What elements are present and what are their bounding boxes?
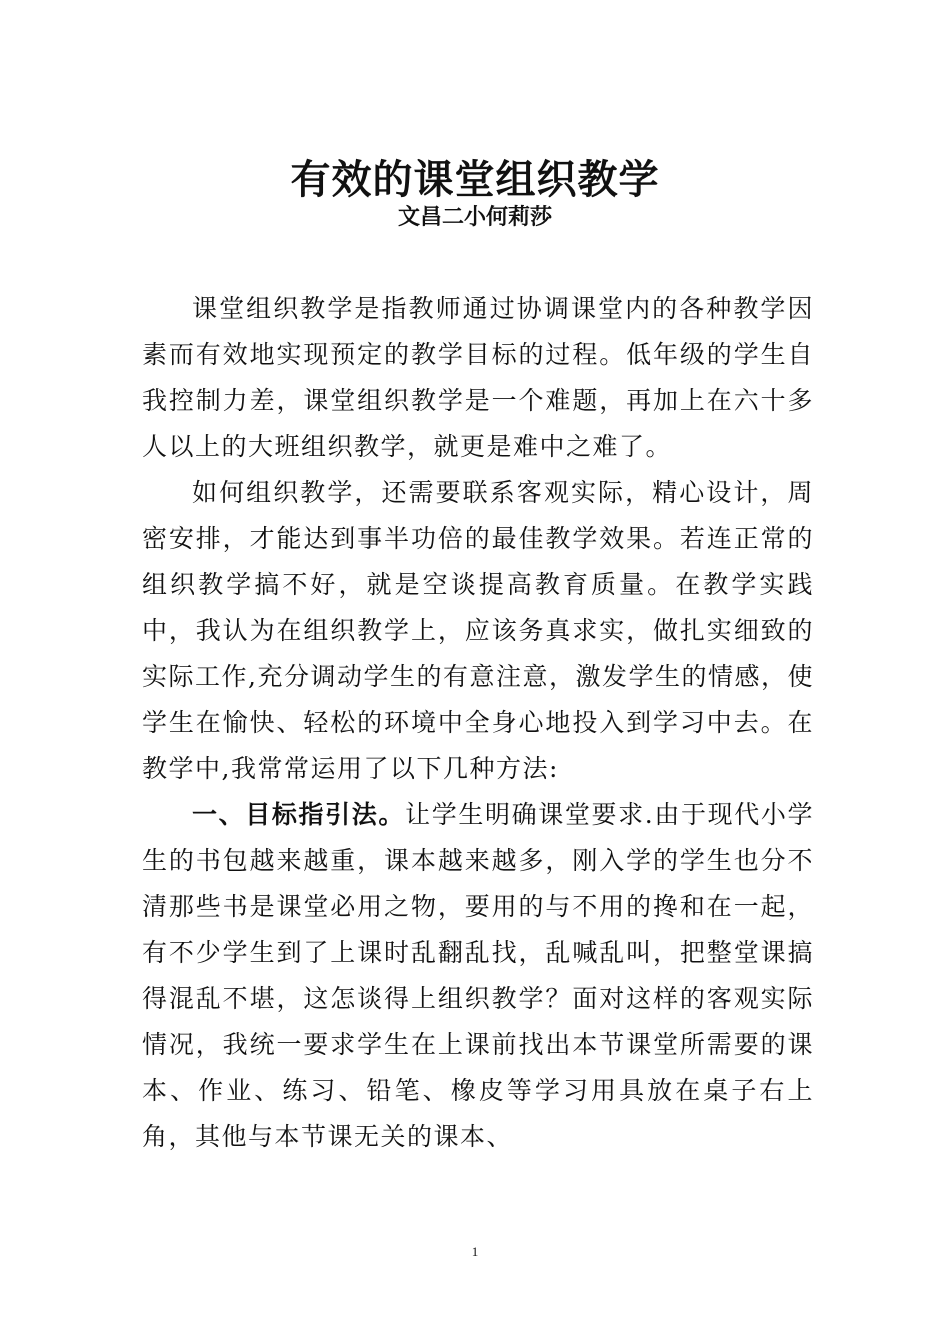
document-body xyxy=(142,286,814,1160)
paragraph-text: 课堂组织教学是指教师通过协调课堂内的各种教学因素而有效地实现预定的教学目标的过程。低年级的学生自我控制力差，课堂组织教学是一个难题，再加上在六十多人以上的大班组织教学，就更是难中之难了。 xyxy=(142,294,814,461)
paragraph-intro xyxy=(142,286,814,470)
paragraph-text: 如何组织教学，还需要联系客观实际，精心设计，周密安排，才能达到事半功倍的最佳教学效果。若连正常的组织教学搞不好，就是空谈提高教育质量。在教学实践中，我认为在组织教学上，应该务真求实，做扎实细致的实际工作,充分调动学生的有意注意，激发学生的情感，使学生在愉快、轻松的环境中全身心地投入到学习中去。在教学中,我常常运用了以下几种方法: xyxy=(142,478,814,783)
paragraph-text: 让学生明确课堂要求.由于现代小学生的书包越来越重，课本越来越多，刚入学的学生也分不清那些书是课堂必用之物，要用的与不用的搀和在一起，有不少学生到了上课时乱翻乱找，乱喊乱叫，把整堂课搞得混乱不堪，这怎谈得上组织教学？面对这样的客观实际情况，我统一要求学生在上课前找出本节课堂所需要的课本、作业、练习、铅笔、橡皮等学习用具放在桌子右上角，其他与本节课无关的课本、 xyxy=(142,800,814,1151)
paragraph-methods-overview xyxy=(142,470,814,792)
document-author: 文昌二小何莉莎 xyxy=(397,205,552,230)
paragraph-method-one xyxy=(142,792,814,1160)
section-heading: 一、目标指引法。 xyxy=(192,800,406,829)
document-title: 有效的课堂组织教学 xyxy=(290,156,660,203)
page-number: 1 xyxy=(471,1244,479,1259)
